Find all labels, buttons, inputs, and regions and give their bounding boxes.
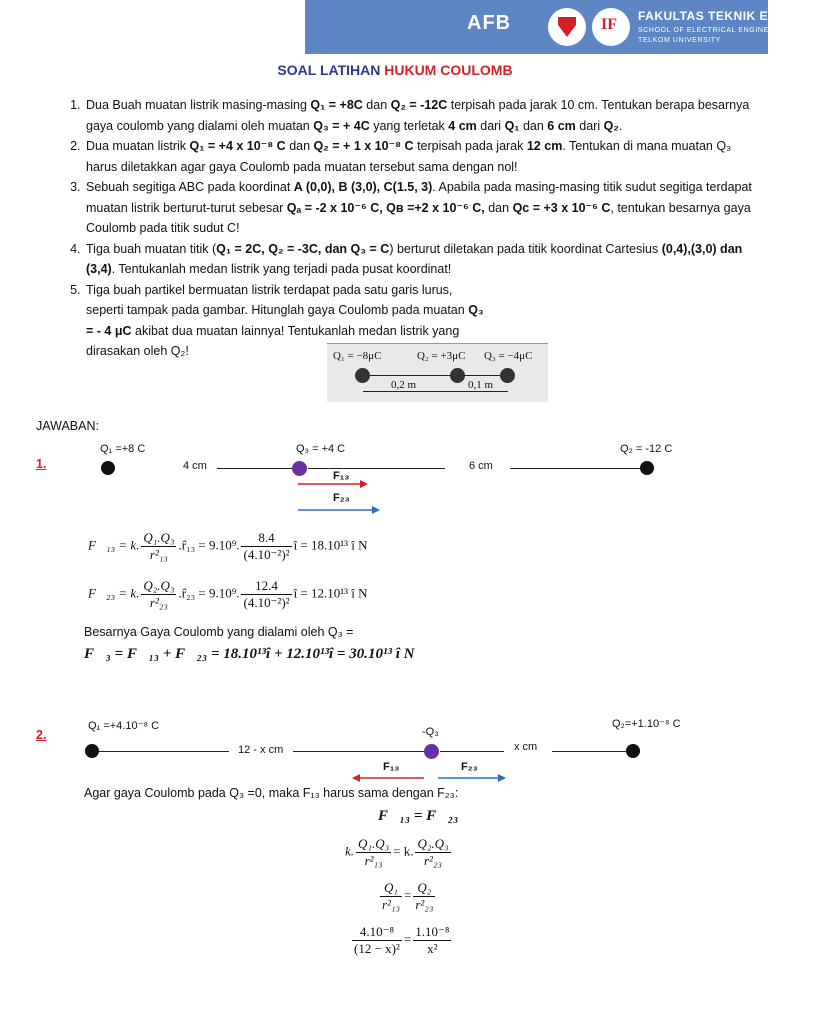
s1-line-left: [217, 468, 293, 469]
s1-equation-f13: F⃗₁₃ = k. $\frac{\text{Q₁.Q₃}}{\text{r²₁₃}}$ .r̂₁₃ = 9.10⁹. $\frac{8.4}{\text{(4.10⁻²)²}}$ î = 18.10¹³ î N: [88, 530, 368, 562]
s2-q3-charge: [424, 744, 439, 759]
answer-heading: JAWABAN:: [36, 419, 99, 433]
s1-q3-charge: [292, 461, 307, 476]
problem-2: 2. Dua muatan listrik Q₁ = +4 x 10⁻⁸ C dan Q₂ = + 1 x 10⁻⁸ C terpisah pada jarak 12 cm. Tentukan di mana muatan Q₃ harus diletakkan agar gaya Coulomb pada muatan tersebut sama dengan nol!: [84, 136, 764, 177]
s1-f23-arrow: [296, 504, 382, 516]
s2-equation-ratio: $\frac{\text{Q₁}}{\text{r²₁₃}}$ = $\frac{\text{Q₂}}{\text{r²₂₃}}$: [382, 880, 434, 912]
title-part-2: HUKUM COULOMB: [384, 62, 513, 78]
s2-q2-label: Q₂=+1.10⁻⁸ C: [612, 718, 681, 730]
s2-q3-label: -Q₃: [422, 726, 439, 738]
s2-distance-1: 12 - x cm: [238, 744, 284, 756]
fig5-distance-1: 0,2 m: [391, 379, 417, 391]
s2-f23-arrow: [436, 772, 508, 784]
s2-line-mid: [440, 751, 504, 752]
s2-line-left: [99, 751, 229, 752]
fig5-q1-label: Q₁ = −8μC: [333, 350, 382, 362]
s2-q2-charge: [626, 744, 640, 758]
title-part-1: SOAL LATIHAN: [277, 62, 381, 78]
fig5-distance-2: 0,1 m: [468, 379, 494, 391]
s1-q2-charge: [640, 461, 654, 475]
fig5-q2-charge: [450, 368, 465, 383]
s2-f13-label: F₁₃: [383, 761, 400, 773]
s1-q1-charge: [101, 461, 115, 475]
fig5-q3-charge: [500, 368, 515, 383]
faculty-subtitle-2: TELKOM UNIVERSITY: [638, 37, 721, 44]
fig5-q1-charge: [355, 368, 370, 383]
page-title: [0, 62, 790, 78]
s2-f13-arrow: [350, 772, 426, 784]
s1-line-mid: [308, 468, 445, 469]
problem-4: 4. Tiga buah muatan titik (Q₁ = 2C, Q₂ = -3C, dan Q₃ = C) berturut diletakan pada titik koordinat Cartesius (0,4),(3,0) dan (3,4). Tentukanlah medan listrik yang terjadi pada pusat koordinat!: [84, 239, 764, 280]
problem-list: [50, 95, 764, 362]
fig5-q2-label: Q₂ = +3μC: [417, 350, 466, 362]
s1-distance-2: 6 cm: [469, 460, 493, 472]
problem-5: 5. Tiga buah partikel bermuatan listrik terdapat pada satu garis lurus, seperti tampak pada gambar. Hitunglah gaya Coulomb pada muatan Q₃ = - 4 μC akibat dua muatan lainnya! Tentukanlah medan listrik yang dirasakan oleh Q₂!: [84, 280, 486, 362]
problem-1: 1. Dua Buah muatan listrik masing-masing Q₁ = +8C dan Q₂ = -12C terpisah pada jarak 10 cm. Tentukan berapa besarnya gaya coulomb yang dialami oleh muatan Q₃ = + 4C yang terletak 4 cm dari Q₁ dan 6 cm dari Q₂.: [84, 95, 764, 136]
s2-line-right: [552, 751, 628, 752]
s1-f13-label: F₁₃: [333, 470, 350, 482]
problem-5-figure: [327, 343, 548, 402]
s2-condition-text: Agar gaya Coulomb pada Q₃ =0, maka F₁₃ harus sama dengan F₂₃:: [84, 786, 459, 800]
s1-q2-label: Q₂ = -12 C: [620, 443, 673, 455]
fig5-q3-label: Q₃ = −4μC: [484, 350, 533, 362]
s2-f23-label: F₂₃: [461, 761, 478, 773]
s1-q3-label: Q₃ = +4 C: [296, 443, 346, 455]
s2-equation-coulomb: k. $\frac{\text{Q₁.Q₃}}{\text{r²₁₃}}$ = k. $\frac{\text{Q₂.Q₃}}{\text{r²₂₃}}$: [345, 836, 449, 868]
fig5-axis-line: [367, 375, 507, 376]
fig5-dimension-line-1: [363, 391, 458, 392]
answer-2-number: 2.: [36, 728, 47, 742]
s1-result-text: Besarnya Gaya Coulomb yang dialami oleh Q₃ =: [84, 625, 354, 639]
faculty-title: FAKULTAS TEKNIK ELEKTRO: [638, 9, 820, 23]
s2-q1-label: Q₁ =+4.10⁻⁸ C: [88, 720, 160, 732]
faculty-subtitle-1: SCHOOL OF ELECTRICAL ENGINEERING: [638, 27, 794, 34]
problem-3: 3. Sebuah segitiga ABC pada koordinat A (0,0), B (3,0), C(1.5, 3). Apabila pada masing-masing titik sudut segitiga terdapat muatan listrik berturut-turut sebesar Qₐ = -2 x 10⁻⁶ C, Qʙ =+2 x 10⁻⁶ C, dan Qᴄ = +3 x 10⁻⁶ C, tentukan besarnya gaya Coulomb pada titik sudut C!: [84, 177, 764, 239]
s1-f23-label: F₂₃: [333, 492, 350, 504]
s1-line-right: [510, 468, 642, 469]
s2-equation-values: $\frac{\text{4.10⁻⁸}}{\text{(12 − x)²}}$ = $\frac{\text{1.10⁻⁸}}{\text{x²}}$: [354, 924, 450, 956]
s2-q1-charge: [85, 744, 99, 758]
brand-label: AFB: [467, 12, 512, 34]
s1-total-force-equation: F⃗₃ = F⃗₁₃ + F⃗₂₃ = 18.10¹³î + 12.10¹³î = 30.10¹³ î N: [84, 646, 415, 662]
faculty-logo-icon: [592, 8, 630, 46]
s2-equation-equal-forces: F⃗₁₃ = F⃗₂₃: [378, 808, 459, 824]
answer-1-number: 1.: [36, 457, 47, 471]
s1-equation-f23: F⃗₂₃ = k. $\frac{\text{Q₂.Q₃}}{\text{r²₂₃}}$ .r̂₂₃ = 9.10⁹. $\frac{12.4}{\text{(4.10⁻²)²}}$ î = 12.10¹³ î N: [88, 578, 368, 610]
s1-distance-1: 4 cm: [183, 460, 207, 472]
s2-line-left-2: [293, 751, 425, 752]
fig5-dimension-line-2: [458, 391, 508, 392]
telkom-university-logo-icon: [548, 8, 586, 46]
s1-q1-label: Q₁ =+8 C: [100, 443, 146, 455]
s1-f13-arrow: [296, 478, 370, 490]
s2-distance-2: x cm: [514, 741, 538, 753]
header-banner: [305, 0, 820, 54]
